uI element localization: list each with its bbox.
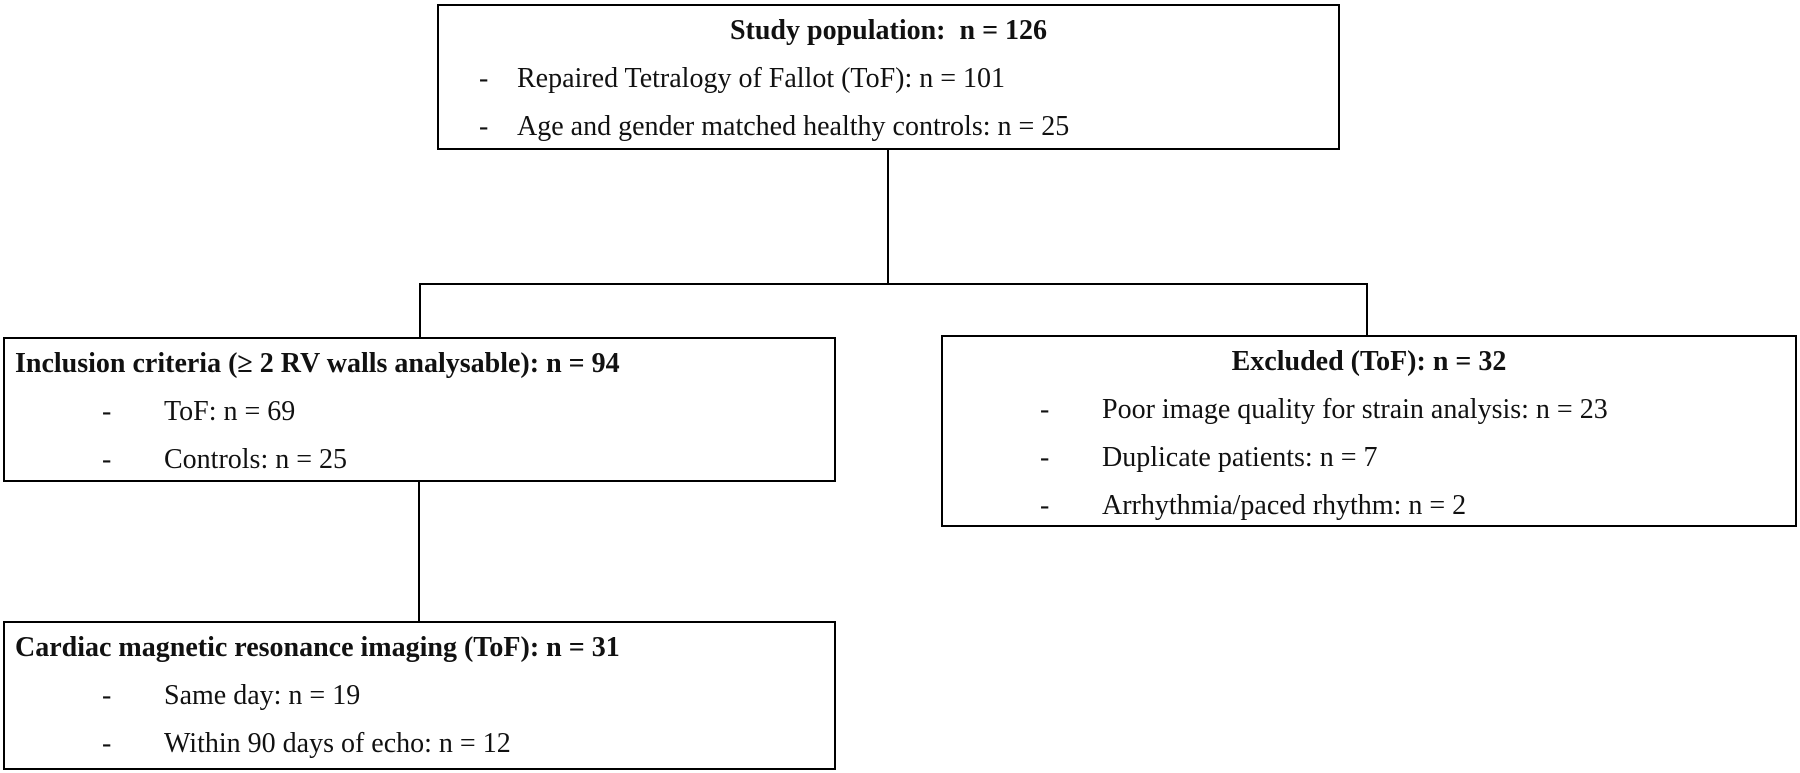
connector-inclusion-to-cmr (418, 482, 420, 621)
bullet-dash: - (1040, 394, 1050, 425)
box-excluded-title: Excluded (ToF): n = 32 (1231, 346, 1507, 377)
connector-branch-horizontal (419, 283, 1368, 285)
box-inclusion-criteria-title: Inclusion criteria (≥ 2 RV walls analysable): n = 94 (15, 348, 620, 379)
box-excluded (941, 335, 1797, 527)
list-item-text: Within 90 days of echo: n = 12 (164, 728, 511, 759)
list-item-text: Controls: n = 25 (164, 444, 348, 475)
list-item (943, 386, 1795, 434)
list-item-text: Repaired Tetralogy of Fallot (ToF): n = 101 (517, 63, 1006, 94)
list-item (5, 672, 834, 720)
list-item-text: Age and gender matched healthy controls: n = 25 (517, 111, 1070, 142)
bullet-dash: - (479, 111, 489, 142)
connector-left-stub (419, 283, 421, 337)
list-item-text: ToF: n = 69 (164, 396, 296, 427)
box-cardiac-mri (3, 621, 836, 770)
list-item (439, 55, 1338, 103)
bullet-dash: - (1040, 442, 1050, 473)
box-cardiac-mri-title: Cardiac magnetic resonance imaging (ToF): n = 31 (15, 632, 620, 663)
bullet-dash: - (102, 396, 112, 427)
box-study-population-title: Study population: n = 126 (729, 15, 1048, 46)
list-item (5, 436, 834, 484)
bullet-dash: - (102, 680, 112, 711)
connector-top-vertical (887, 150, 889, 285)
bullet-dash: - (102, 444, 112, 475)
list-item (5, 720, 834, 768)
list-item (943, 482, 1795, 530)
list-item-text: Same day: n = 19 (164, 680, 361, 711)
bullet-dash: - (102, 728, 112, 759)
list-item-text: Poor image quality for strain analysis: n = 23 (1102, 394, 1608, 425)
list-item-text: Arrhythmia/paced rhythm: n = 2 (1102, 490, 1467, 521)
box-study-population (437, 4, 1340, 150)
connector-right-stub (1366, 283, 1368, 337)
list-item-text: Duplicate patients: n = 7 (1102, 442, 1378, 473)
box-inclusion-criteria (3, 337, 836, 482)
bullet-dash: - (479, 63, 489, 94)
bullet-dash: - (1040, 490, 1050, 521)
list-item (439, 103, 1338, 151)
list-item (943, 434, 1795, 482)
list-item (5, 388, 834, 436)
